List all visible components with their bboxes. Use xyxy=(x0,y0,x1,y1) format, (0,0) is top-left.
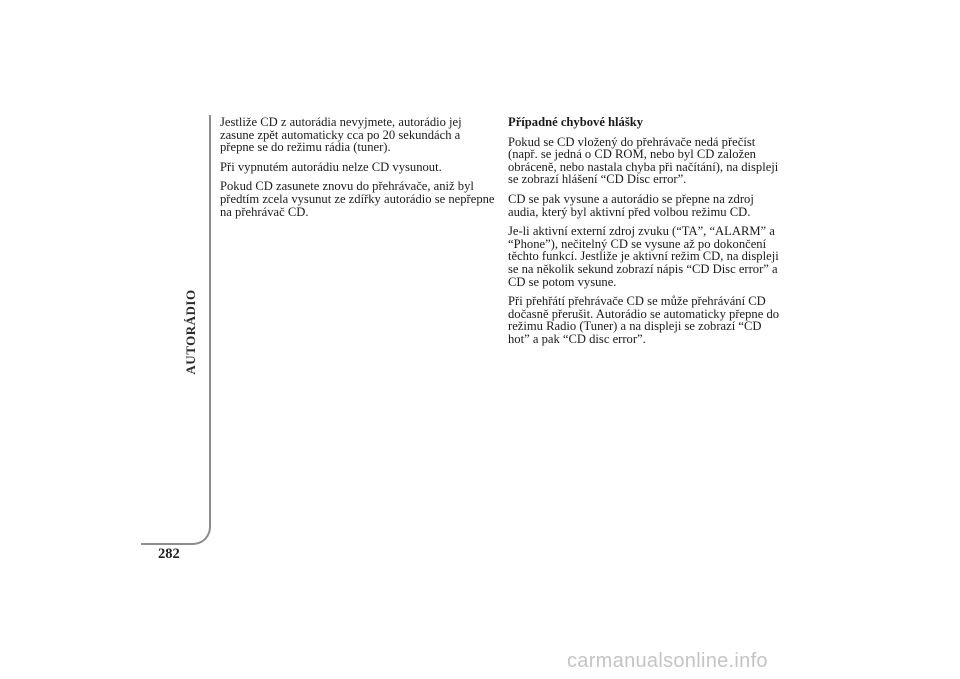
text-line: Pokud CD zasunete znovu do přehrávače, aniž byl xyxy=(220,179,474,194)
paragraph xyxy=(508,225,780,288)
text-line: Při vypnutém autorádiu nelze CD vysunout. xyxy=(220,159,442,174)
text-line: audia, který byl aktivní před volbou režimu CD. xyxy=(508,204,751,219)
page-number: 282 xyxy=(158,546,180,562)
paragraph xyxy=(508,136,780,186)
text-line: Při přehřátí přehrávače CD se může přehrávání CD xyxy=(508,294,766,309)
text-line: Pokud se CD vložený do přehrávače nedá přečíst xyxy=(508,134,756,149)
section-label: AUTORÁDIO xyxy=(183,289,198,375)
text-line: zasune zpět automaticky cca po 20 sekundách a xyxy=(220,127,461,142)
text-line: se na několik sekund zobrazí nápis “CD Disc error” a xyxy=(508,261,778,276)
text-line: CD se potom vysune. xyxy=(508,274,617,289)
paragraph xyxy=(220,116,492,154)
site-watermark: carmanualsonline.info xyxy=(567,650,768,672)
text-line: Jestliže CD z autorádia nevyjmete, autorádio jej xyxy=(220,115,462,129)
text-line: těchto funkcí. Jestliže je aktivní režim CD, na displeji xyxy=(508,249,779,264)
text-line: CD se pak vysune a autorádio se přepne na zdroj xyxy=(508,191,754,206)
text-line: hot” a pak “CD disc error”. xyxy=(508,331,646,346)
text-line: “Phone”), nečitelný CD se vysune až po dokončení xyxy=(508,236,767,251)
text-line: se zobrazí hlášení “CD Disc error”. xyxy=(508,172,687,187)
text-line: Je-li aktivní externí zdroj zvuku (“TA”, “ALARM” a xyxy=(508,224,775,239)
text-line: obráceně, nebo nastala chyba při načítání), na displeji xyxy=(508,159,779,174)
left-text-column xyxy=(220,115,495,225)
text-line: dočasně přerušit. Autorádio se automaticky přepne do xyxy=(508,306,780,321)
section-heading: Případné chybové hlášky xyxy=(508,115,644,129)
text-line: na přehrávač CD. xyxy=(220,204,309,219)
paragraph xyxy=(220,179,495,219)
right-text-column xyxy=(508,116,780,353)
text-line: předtím zcela vysunut ze zdířky autorádio se nepřepne xyxy=(220,191,495,206)
text-line: (např. se jedná o CD ROM, nebo byl CD založen xyxy=(508,147,756,162)
paragraph xyxy=(220,161,492,174)
paragraph xyxy=(508,193,780,218)
paragraph xyxy=(508,295,780,345)
page-margin-frame xyxy=(141,115,211,545)
text-line: režimu Radio (Tuner) a na displeji se zobrazí “CD xyxy=(508,319,762,334)
text-line: přepne se do režimu rádia (tuner). xyxy=(220,140,391,155)
